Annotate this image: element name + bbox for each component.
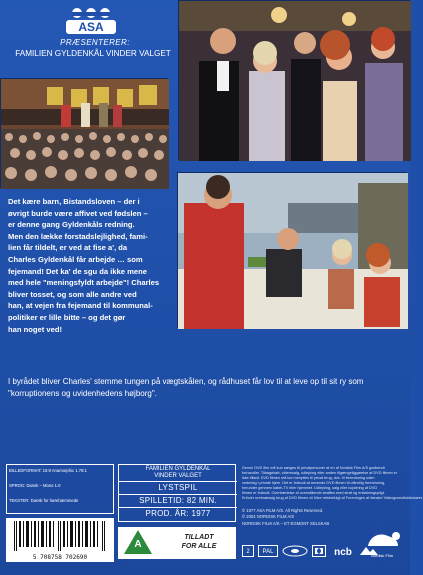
legal-line: vederlag i private hjem. Det er forbudt at anvende DVD filmen til offentlig fremvisning, xyxy=(242,481,386,485)
presents-label: PRÆSENTERER: xyxy=(60,38,130,47)
copyright-line: © 2004 NORDISK FILM A/S xyxy=(242,514,295,519)
info-title-line: VINDER VALGET xyxy=(154,473,202,479)
dolby-icon xyxy=(312,545,326,557)
age-rating-badge xyxy=(118,527,236,559)
company-line: NORDISK FILM A/S – ET EGMONT SELSKAB xyxy=(242,521,330,526)
party-scene-photo xyxy=(178,0,410,160)
rating-text-line: FOR ALLE xyxy=(181,543,217,550)
info-divider xyxy=(119,481,237,482)
nordisk-film-label: Nordisk Film xyxy=(370,553,394,558)
legal-notice xyxy=(242,466,423,501)
synopsis-footer xyxy=(8,376,403,399)
info-title-line: FAMILIEN GYLDENKÅL xyxy=(145,466,211,472)
legal-line: Enhver uretmæssig brug af DVD filmen vil blive retsforfulgt af Foreningen af danske Videogramdistributører. xyxy=(242,496,423,500)
info-divider xyxy=(119,507,237,508)
info-year: PROD. ÅR: 1977 xyxy=(145,509,211,518)
dinner-scene-photo xyxy=(177,172,407,328)
barcode xyxy=(6,518,114,562)
rating-text xyxy=(164,533,234,551)
tech-specs-box xyxy=(6,464,114,514)
synopsis-footer-line: "korruptionens og uvidenhedens højborg". xyxy=(8,388,157,398)
synopsis-line: han noget ved! xyxy=(8,324,63,334)
stage-audience-photo xyxy=(0,78,168,188)
tech-row-subtitles: TEKSTER: Dansk for hørehæmmede xyxy=(9,498,79,503)
legal-line: forhandler. Tilbagekøb, videresalg, udlejning eller anden tilgængeliggørelse af DVD filmen er xyxy=(242,471,398,475)
film-title: FAMILIEN GYLDENKÅL VINDER VALGET xyxy=(15,49,171,58)
synopsis-line: politiker er lille bitte – og det gør xyxy=(8,312,126,322)
tech-row-format: BILLEDFORMAT: 16:9 Anamorphic 1.78:1 xyxy=(9,468,87,473)
film-info-box xyxy=(118,464,236,522)
legal-line: ikke tilladt. DVD filmen må kun benyttes til privat brug, dvs. til fremvisning uden xyxy=(242,476,375,480)
synopsis-text xyxy=(8,196,170,335)
rating-text-line: TILLADT xyxy=(184,534,214,541)
info-divider xyxy=(119,494,237,495)
synopsis-line: lien får tildelt, er ved at fise a', da xyxy=(8,243,128,253)
pal-icon: PAL xyxy=(258,545,278,557)
synopsis-line: Det kære barn, Bistandsloven – der i xyxy=(8,197,140,206)
info-runtime: SPILLETID: 82 MIN. xyxy=(139,496,217,505)
barcode-bars xyxy=(6,518,114,552)
synopsis-line: med hele "meningsfyldt arbejde"! Charles xyxy=(8,278,160,288)
synopsis-line: han, at vejen fra fejemand til kommunal- xyxy=(8,301,153,311)
synopsis-footer-line: I byrådet bliver Charles' stemme tungen på vægtskålen, og rådhuset får lov til at leve op til sit ry som xyxy=(8,377,364,386)
synopsis-line: fejemand! Det ka' de sgu da ikke mene xyxy=(8,266,147,276)
legal-line: herunder gennem kabel-TV eller hjemmet. Udlejning, salg eller kopiering af DVD xyxy=(242,486,378,490)
synopsis-line: øvrigt burde være affivet ved fødslen – xyxy=(8,208,148,218)
synopsis-line: bliver tosset, og som alle andre ved xyxy=(8,289,137,299)
barcode-number: 5 708758 702690 xyxy=(32,554,88,561)
synopsis-line: er denne gang Gyldenkåls redning. xyxy=(8,220,135,230)
synopsis-line: Charles Gyldenkål får arbejde … som xyxy=(8,254,143,264)
dvd-video-icon xyxy=(282,545,308,557)
ncb-logo-icon xyxy=(330,545,356,557)
svg-text:ncb: ncb xyxy=(334,547,352,558)
svg-text:ASA: ASA xyxy=(78,20,104,34)
nordisk-film-logo xyxy=(358,528,406,558)
info-genre: LYSTSPIL xyxy=(158,483,198,492)
region-code-icon: 2 xyxy=(242,545,254,557)
info-title xyxy=(119,466,237,480)
legal-line: Denne DVD film må kun sælges til privatpersoner af en af Nordisk Film A/S godkendt xyxy=(242,466,385,470)
copyright-line: © 1977 ASA FILM A/S. All Rights Reserved. xyxy=(242,508,324,513)
synopsis-line: Men den lække forstadslejlighed, fami- xyxy=(8,231,148,241)
legal-line: filmen er forbudt. Overtrædelse af ovenstående straffes med straf og erstatningspligt. xyxy=(242,491,385,495)
rating-letter: A xyxy=(134,539,142,550)
tech-row-language: SPROG: Dansk – Mono 1.0 xyxy=(9,483,61,488)
polar-bear-icon xyxy=(358,528,406,550)
asa-logo xyxy=(60,6,122,36)
